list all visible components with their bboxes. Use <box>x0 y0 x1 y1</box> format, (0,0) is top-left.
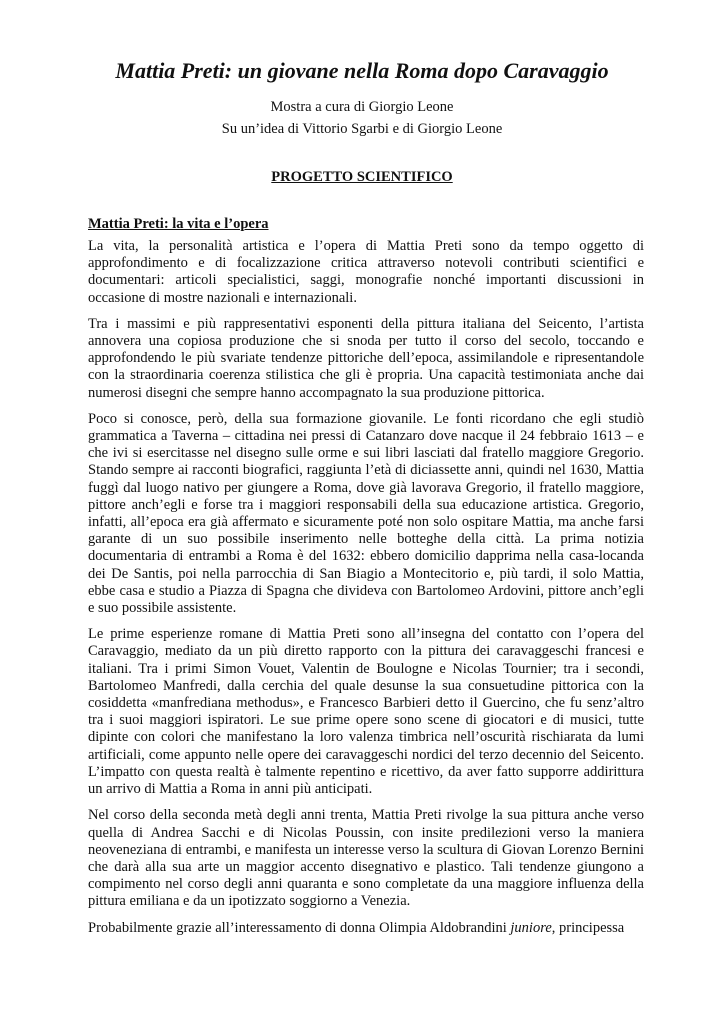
paragraph: Le prime esperienze romane di Mattia Preti sono all’insegna del contatto con l’opera del Caravaggio, mediato da un più diretto rapporto con la pittura dei caravaggeschi francesi e italiani. Tra i primi Simon Vouet, Valentin de Boulogne e Nicolas Tournier; tra i secondi, Bartolomeo Manfredi, dalla cerchia del quale desunse la sua consuetudine pittorica con la cosiddetta «manfrediana methodus», e Francesco Barbieri detto il Guercino, che fu senz’altro tra i suoi maggiori ispiratori. Le sue prime opere sono scene di giocatori e di musici, tutte dipinte con colori che manifestano la loro valenza timbrica nell’oscurità rischiarata da lumi artificiali, come appunto nelle opere dei caravaggeschi nordici del terzo decennio del Seicento. L’impatto con questa realtà è talmente repentino e ricettivo, da aver fatto supporre addirittura un arrivo di Mattia a Roma in anni più anticipati. <box>88 626 644 798</box>
curator-line: Mostra a cura di Giorgio Leone <box>270 99 454 115</box>
section-title: Mattia Preti: la vita e l’opera <box>88 216 269 232</box>
paragraph-last <box>88 920 644 937</box>
paragraph-last-text: Probabilmente grazie all’interessamento di donna Olimpia Aldobrandini <box>88 919 511 936</box>
document-body <box>88 238 644 946</box>
paragraph: Tra i massimi e più rappresentativi esponenti della pittura italiana del Seicento, l’artista annovera una copiosa produzione che si snoda per tutto il corso del secolo, toccando e approfondendo le più svariate tendenze pittoriche dell’epoca, assimilandole e ripresentandole con la straordinaria coerenza stilistica che gli è propria. Una capacità testimoniata anche dai numerosi disegni che sempre hanno accompagnato la sua produzione pittorica. <box>88 315 644 401</box>
idea-line: Su un’idea di Vittorio Sgarbi e di Giorgio Leone <box>221 121 503 137</box>
project-heading: PROGETTO SCIENTIFICO <box>271 169 453 185</box>
paragraph: La vita, la personalità artistica e l’opera di Mattia Preti sono da tempo oggetto di approfondimento e di focalizzazione critica attraverso notevoli contributi scientifici e documentari: articoli specialistici, saggi, monografie nonché importanti discussioni in occasione di mostre nazionali e internazionali. <box>88 238 644 306</box>
paragraph: Nel corso della seconda metà degli anni trenta, Mattia Preti rivolge la sua pittura anche verso quella di Andrea Sacchi e di Nicolas Poussin, con insite predilezioni verso la maniera neoveneziana di entrambi, e manifesta un interesse verso la scultura di Giovan Lorenzo Bernini che darà alla sua arte un maggior accento disegnativo e plastico. Tali tendenze giungono a compimento nel corso degli anni quaranta e sono completate da una maggiore influenza della pittura emiliana e da un ipotizzato soggiorno a Venezia. <box>88 807 644 910</box>
paragraph: Poco si conosce, però, della sua formazione giovanile. Le fonti ricordano che egli studiò grammatica a Taverna – cittadina nei pressi di Catanzaro dove nacque il 24 febbraio 1613 – e che ivi si esercitasse nel disegno sulle orme e sui libri lasciati dal fratello maggiore Gregorio. Stando sempre ai racconti biografici, raggiunta l’età di diciassette anni, quindi nel 1630, Mattia fuggì dal luogo nativo per giungere a Roma, dove già lavorava Gregorio, il fratello maggiore, pittore anch’egli e forse tra i maggiori responsabili della sua educazione artistica. Gregorio, infatti, all’epoca era già affermato e sicuramente poté non solo ospitare Mattia, ma anche farsi garante di un suo possibile inserimento nelle botteghe della città. La prima notizia documentaria di entrambi a Roma è del 1632: ebbero domicilio dapprima nella casa-locanda dei De Santis, poi nella parrocchia di San Biagio a Montecitorio e, più tardi, il solo Mattia, ebbe casa e studio a Piazza di Spagna che divideva con Bartolomeo Ardovini, pittore anch’egli e suo possibile assistente. <box>88 410 644 617</box>
document-title: Mattia Preti: un giovane nella Roma dopo Caravaggio <box>115 58 609 83</box>
paragraph-last-tail: , principessa <box>551 919 625 936</box>
paragraph-last-italic: juniore <box>510 919 552 936</box>
